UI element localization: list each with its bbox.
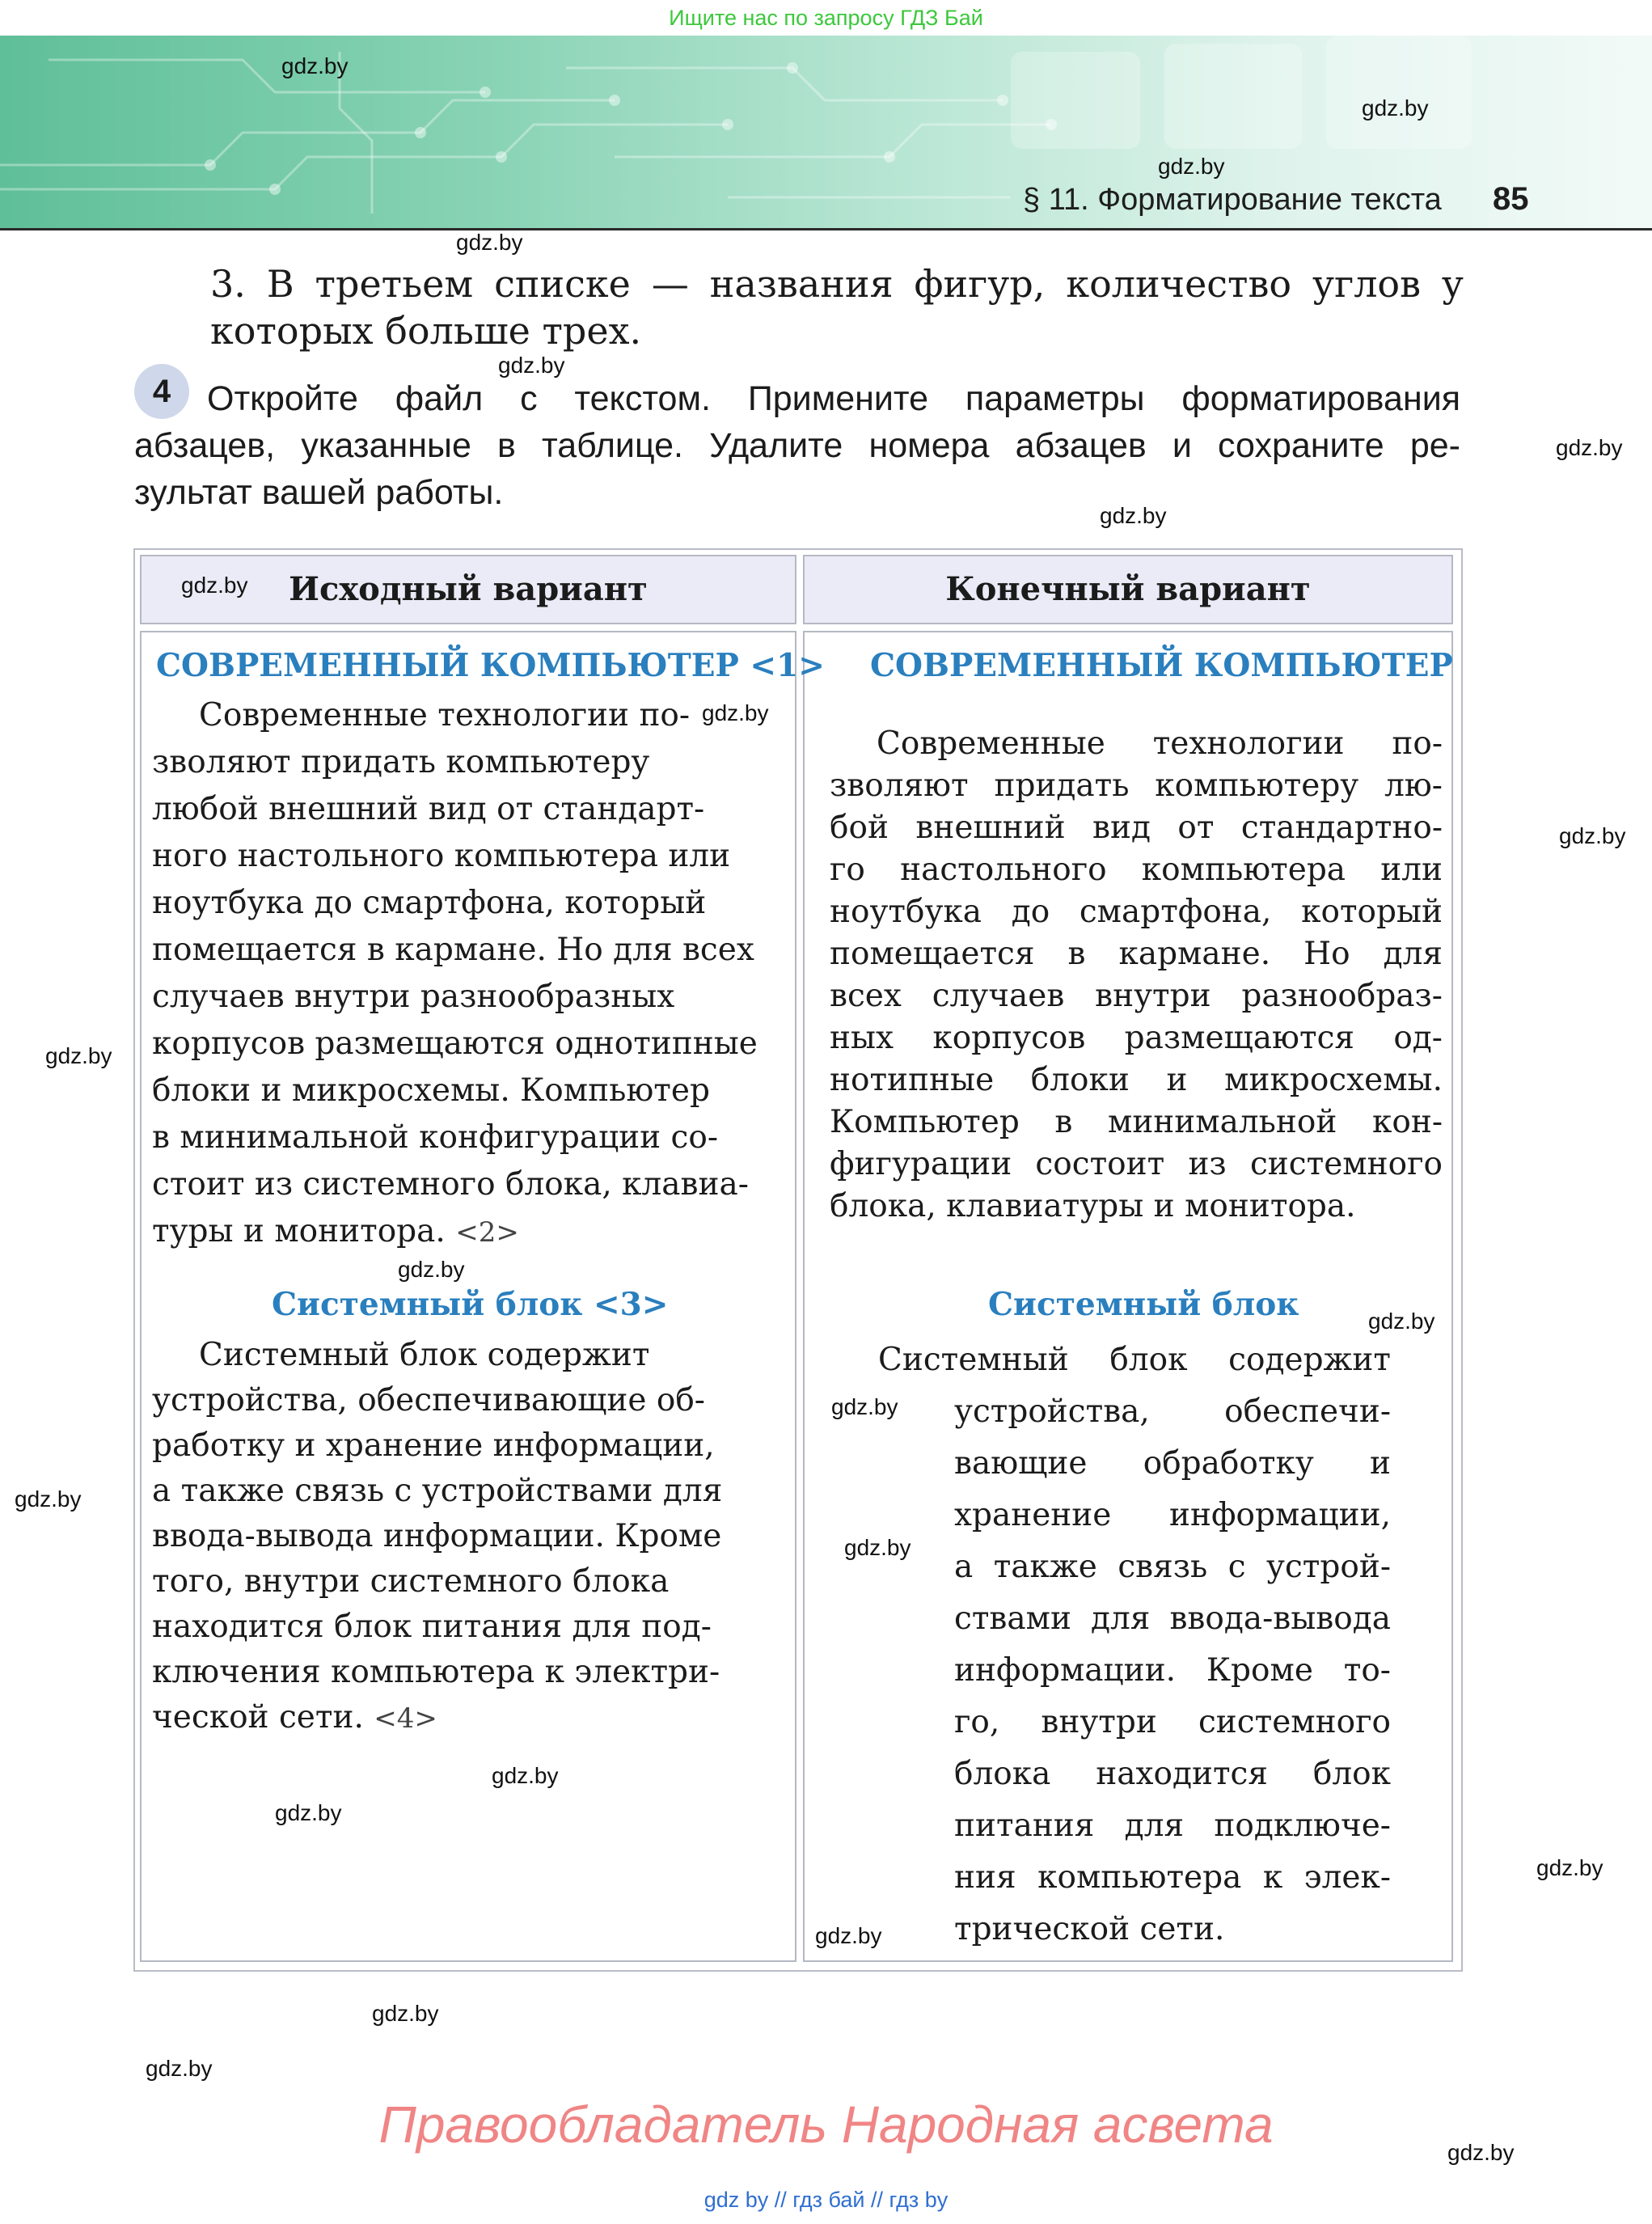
original-heading-2: Системный блок <3> — [272, 1286, 669, 1323]
task-line: абзацев, указанные в таблице. Удалите номера абзацев и сохраните ре- — [134, 426, 1460, 465]
text-line: ввода-вывода информации. Кроме — [152, 1518, 722, 1554]
text-line: информации. Кроме то- — [954, 1652, 1391, 1689]
text-line: всех случаев внутри разнообраз- — [830, 978, 1443, 1014]
text-line: ствами для ввода-вывода — [954, 1600, 1391, 1637]
text-line: помещается в кармане. Но для — [830, 936, 1443, 972]
final-paragraph-2-first-line: Системный блок содержит — [878, 1342, 1391, 1378]
watermark: gdz.by — [45, 1043, 112, 1068]
final-paragraph-1 — [830, 723, 1443, 1228]
text-line: ноутбука до смартфона, который — [830, 894, 1443, 930]
text-line: го настольного компьютера или — [830, 852, 1443, 888]
watermark: gdz.by — [498, 353, 565, 378]
watermark: gdz.by — [1158, 154, 1225, 179]
top-banner: Ищите нас по запросу ГДЗ Бай — [0, 0, 1652, 36]
watermark: gdz.by — [1536, 1855, 1603, 1880]
original-heading-1: СОВРЕМЕННЫЙ КОМПЬЮТЕР <1> — [156, 647, 825, 684]
text-line: устройства, обеспечи- — [954, 1393, 1391, 1430]
final-heading-2: Системный блок — [988, 1286, 1299, 1323]
watermark: gdz.by — [15, 1486, 82, 1512]
watermark: gdz.by — [702, 700, 769, 725]
text-line: го, внутри системного — [954, 1704, 1391, 1740]
text-line: того, внутри системного блока — [152, 1563, 670, 1600]
text-line — [152, 1208, 783, 1255]
list-item-3-line: 3. В третьем списке — названия фигур, количество углов у — [210, 262, 1464, 306]
text-line: ключения компьютера к электри- — [152, 1654, 720, 1690]
task-number-badge: 4 — [134, 364, 189, 419]
final-heading-1: СОВРЕМЕННЫЙ КОМПЬЮТЕР — [870, 647, 1453, 684]
text-line: ния компьютера к элек- — [954, 1859, 1391, 1896]
watermark: gdz.by — [815, 1923, 882, 1948]
final-paragraph-2 — [954, 1386, 1391, 1956]
text-line: питания для подключе- — [954, 1808, 1391, 1844]
paragraph-mark-2: <2> — [455, 1216, 519, 1249]
text-line-content: туры и монитора. — [152, 1213, 446, 1249]
original-paragraph-2 — [152, 1333, 783, 1740]
text-line: блоки и микросхемы. Компьютер — [152, 1072, 710, 1109]
text-line: фигурации состоит из системного — [830, 1146, 1443, 1182]
watermark: gdz.by — [372, 2001, 439, 2026]
text-line: вающие обработку и — [954, 1445, 1391, 1482]
watermark: gdz.by — [456, 230, 523, 255]
watermark: gdz.by — [492, 1763, 559, 1788]
watermark: gdz.by — [181, 573, 248, 598]
text-line: блока, клавиатуры и монитора. — [830, 1188, 1356, 1224]
watermark: gdz.by — [844, 1535, 911, 1560]
watermark: gdz.by — [1559, 823, 1626, 848]
page-number: 85 — [1493, 181, 1529, 217]
watermark: gdz.by — [1556, 435, 1623, 460]
list-item-3-line: которых больше трех. — [210, 309, 642, 353]
text-line: зволяют придать компьютеру — [152, 744, 650, 780]
text-line: нотипные блоки и микросхемы. — [830, 1062, 1443, 1098]
copyright-notice: Правообладатель Народная асвета — [378, 2095, 1274, 2154]
footer-links[interactable]: gdz by // гдз бай // гдз by — [703, 2188, 949, 2212]
text-line: Компьютер в минимальной кон- — [830, 1104, 1443, 1140]
text-line: случаев внутри разнообразных — [152, 979, 675, 1015]
text-line: работку и хранение информации, — [152, 1427, 715, 1464]
watermark: gdz.by — [1362, 95, 1429, 121]
watermark: gdz.by — [1447, 2140, 1515, 2165]
watermark: gdz.by — [275, 1800, 342, 1825]
watermark: gdz.by — [281, 53, 349, 78]
text-line: любой внешний вид от стандарт- — [152, 791, 705, 827]
text-line: а также связь с устрой- — [954, 1549, 1391, 1585]
text-line: в минимальной конфигурации со- — [152, 1119, 719, 1156]
text-line: а также связь с устройствами для — [152, 1473, 723, 1509]
text-line: трической сети. — [954, 1911, 1225, 1947]
table-header-final — [803, 555, 1453, 624]
header-rule — [0, 228, 1652, 230]
list-item-3 — [210, 260, 1464, 354]
task-line: зультат вашей работы. — [134, 473, 504, 512]
text-line: устройства, обеспечивающие об- — [152, 1382, 705, 1419]
section-title: § 11. Форматирование текста — [1023, 183, 1442, 217]
text-line: корпусов размещаются однотипные — [152, 1025, 758, 1062]
header-final-label: Конечный вариант — [945, 570, 1311, 608]
text-line: Системный блок содержит — [199, 1337, 650, 1373]
watermark: gdz.by — [1100, 503, 1167, 528]
text-line: Современные технологии по- — [877, 725, 1443, 762]
text-line: зволяют придать компьютеру лю- — [830, 767, 1443, 804]
paragraph-mark-4: <4> — [374, 1702, 437, 1735]
watermark: gdz.by — [146, 2056, 213, 2081]
watermark: gdz.by — [831, 1394, 898, 1419]
text-line: ного настольного компьютера или — [152, 838, 731, 874]
text-line: стоит из системного блока, клавиа- — [152, 1166, 749, 1203]
text-line: хранение информации, — [954, 1497, 1391, 1533]
text-line: бой внешний вид от стандартно- — [830, 810, 1443, 846]
task-line: Откройте файл с текстом. Примените параметры форматирования — [207, 379, 1460, 418]
task-4-text — [134, 375, 1460, 516]
text-line: находится блок питания для под- — [152, 1609, 712, 1645]
original-paragraph-1 — [152, 692, 783, 1255]
text-line: блока находится блок — [954, 1756, 1391, 1792]
text-line-content: ческой сети. — [152, 1699, 364, 1736]
text-line — [152, 1695, 783, 1740]
header-original-label: Исходный вариант — [289, 570, 648, 608]
text-line: ных корпусов размещаются од- — [830, 1020, 1443, 1056]
text-line: помещается в кармане. Но для всех — [152, 932, 754, 968]
text-line: ноутбука до смартфона, который — [152, 885, 707, 921]
text-line: Современные технологии по- — [199, 697, 691, 734]
watermark: gdz.by — [398, 1257, 465, 1282]
watermark: gdz.by — [1368, 1309, 1435, 1334]
